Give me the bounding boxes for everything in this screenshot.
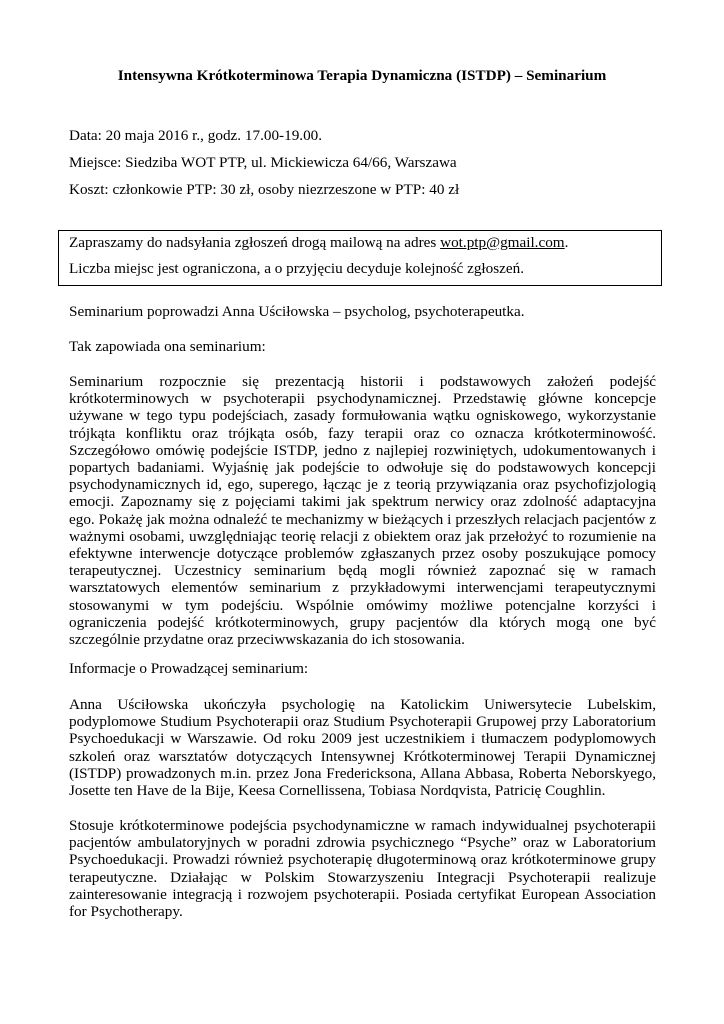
bio-paragraph-1: Anna Uściłowska ukończyła psychologię na Katolickim Uniwersytecie Lubelskim, podyplomowe Studium Psychoterapii oraz Studium Psychoterapii Grupowej przy Laboratorium Psychoedukacji w Warszawie. Od roku 2009 jest uczestnikiem i tłumaczem podyplomowych szkoleń oraz warsztatów dotyczących Intensywnej Krótkoterminowej Terapii Dynamicznej (ISTDP) prowadzonych m.in. przez Jona Fredericksona, Allana Abbasa, Roberta Neborskyego, Josette ten Have de la Bije, Keesa Cornellissena, Tobiasa Nordqvista, Patricię Coughlin. bbox=[69, 696, 656, 800]
cost-line: Koszt: członkowie PTP: 30 zł, osoby niezrzeszone w PTP: 40 zł bbox=[69, 181, 460, 198]
announce-line: Tak zapowiada ona seminarium: bbox=[69, 338, 266, 355]
bio-paragraph-2: Stosuje krótkoterminowe podejścia psychodynamiczne w ramach indywidualnej psychoterapii pacjentów ambulatoryjnych w poradni zdrowia psychicznego “Psyche” oraz w Laboratorium Psychoedukacji. Prowadzi również psychoterapię długoterminową oraz krótkoterminowe grupy terapeutyczne. Działając w Polskim Stowarzyszeniu Integracji Psychoterapii realizuje zainteresowanie integracją i rozwojem psychoterapii. Posiada certyfikat European Association for Psychotherapy. bbox=[69, 817, 656, 921]
date-line: Data: 20 maja 2016 r., godz. 17.00-19.00. bbox=[69, 127, 323, 144]
email-link[interactable]: wot.ptp@gmail.com bbox=[440, 234, 565, 251]
registration-box bbox=[58, 230, 662, 286]
registration-period: . bbox=[564, 234, 569, 251]
registration-line bbox=[69, 233, 568, 253]
seminar-description: Seminarium rozpocznie się prezentacją historii i podstawowych założeń podejść krótkoterminowych w psychoterapii psychodynamicznej. Przedstawię główne koncepcje używane w tego typu podejściach, zasady formułowania wątku ogniskowego, wykorzystanie trójkąta konfliktu oraz trójkąta osób, fazy terapii oraz co oznacza krótkoterminowość. Szczegółowo omówię podejście ISTDP, jedno z najlepiej rozwiniętych, udokumentowanych i popartych badaniami. Wyjaśnię jak podejście to odwołuje się do podstawowych koncepcji psychodynamicznych id, ego, superego, łącząc je z teorią przywiązania oraz psychofizjologią emocji. Zapoznamy się z pojęciami takimi jak spektrum nerwicy oraz zdolność adaptacyjna ego. Pokażę jak można odnaleźć te mechanizmy w bieżących i przeszłych relacjach pacjentów z ważnymi osobami, uwzględniając teorię relacji z obiektem oraz jak przełożyć to rozumienie na efektywne interwencje dotyczące problemów zgłaszanych przez osoby poszukujące pomocy terapeutycznej. Uczestnicy seminarium będą mogli również zapoznać się w ramach warsztatowych elementów seminarium z przykładowymi interwencjami terapeutycznymi stosowanymi w tym podejściu. Wspólnie omówimy możliwe potencjalne korzyści i ograniczenia podejść krótkoterminowych, grupy pacjentów dla których mogą one być szczególnie przydatne oraz przeciwwskazania do ich stosowania. bbox=[69, 373, 656, 649]
document-title: Intensywna Krótkoterminowa Terapia Dynamiczna (ISTDP) – Seminarium bbox=[117, 67, 607, 84]
place-line: Miejsce: Siedziba WOT PTP, ul. Mickiewicza 64/66, Warszawa bbox=[69, 154, 457, 171]
limited-seats-line: Liczba miejsc jest ograniczona, a o przyjęciu decyduje kolejność zgłoszeń. bbox=[69, 260, 525, 277]
presenter-line: Seminarium poprowadzi Anna Uściłowska – psycholog, psychoterapeutka. bbox=[69, 303, 525, 320]
info-heading: Informacje o Prowadzącej seminarium: bbox=[69, 660, 309, 677]
registration-text: Zapraszamy do nadsyłania zgłoszeń drogą mailową na adres bbox=[69, 234, 441, 251]
